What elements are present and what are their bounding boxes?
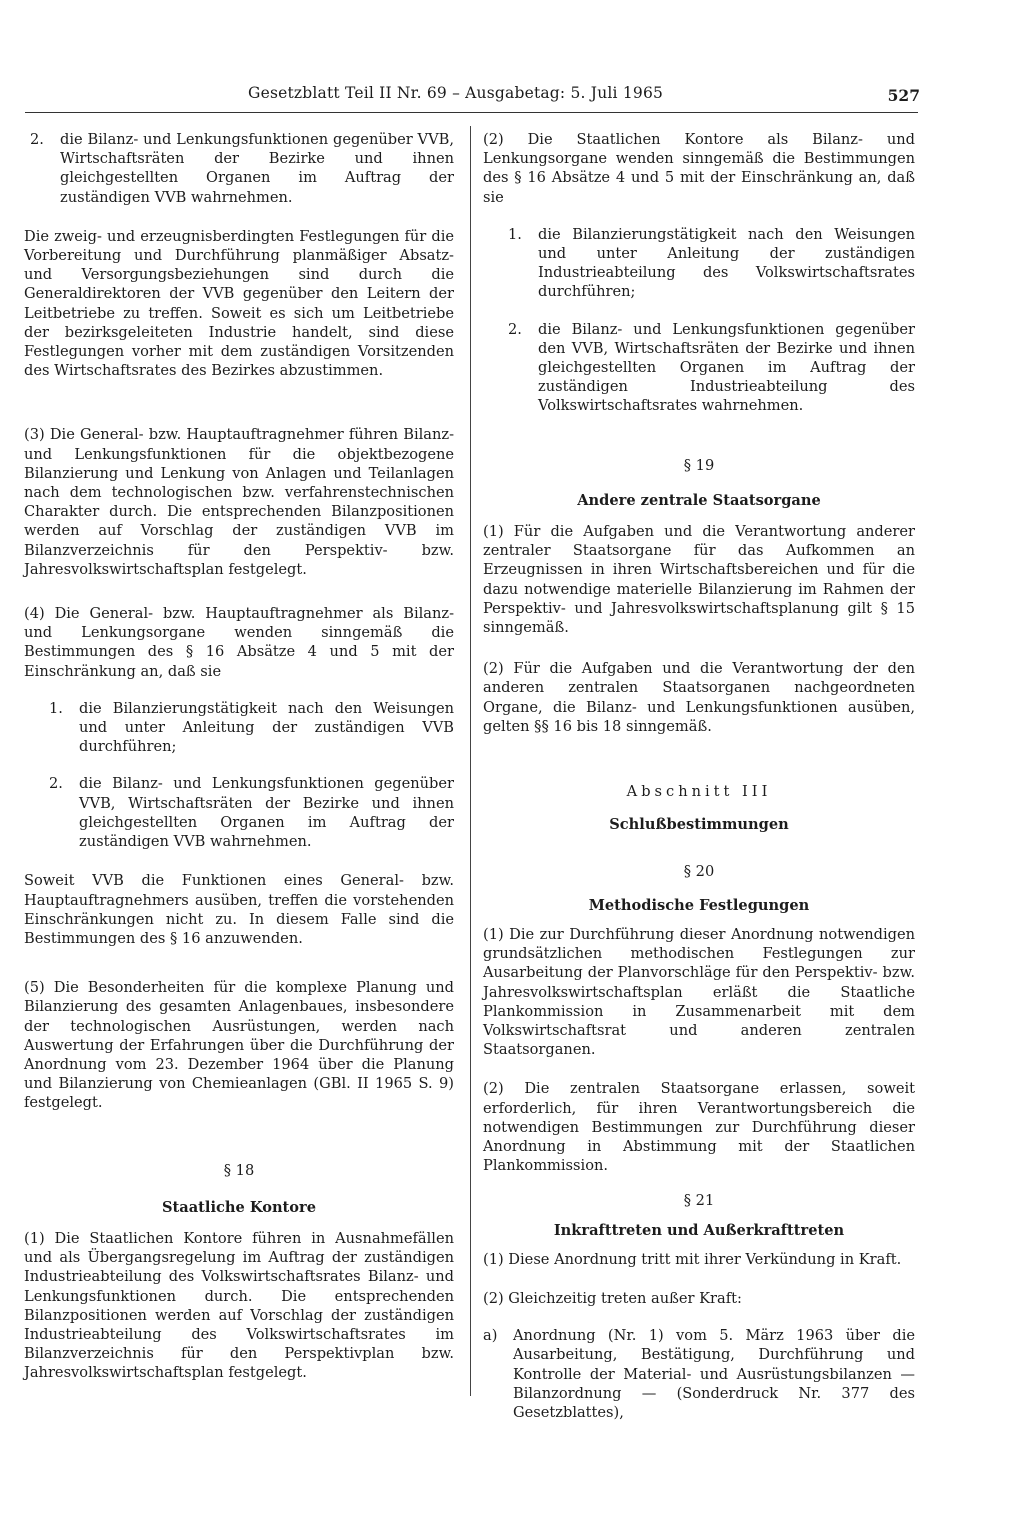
chapter-title: Schlußbestimmungen <box>609 816 789 834</box>
paragraph: (1) Diese Anordnung tritt mit ihrer Verkündung in Kraft. <box>483 1250 902 1268</box>
list-number: 2. <box>49 775 63 793</box>
section-title: Staatliche Kontore <box>161 1198 317 1216</box>
right-column <box>483 130 915 1422</box>
left-column <box>24 130 454 1383</box>
paragraph: (3) Die General- bzw. Hauptauftragnehmer führen Bilanz- und Lenkungsfunktionen für die objektbezogene Bilanzierung und Lenkung von Anlagen und Teilanlagen nach dem technologischen bzw. verfahrenstechnischen Charakter durch. Die entsprechenden Bilanzpositionen werden auf Vorschlag der zuständigen VVB im Bilanzverzeichnis für den Perspektiv- bzw. Jahresvolkswirtschaftsplan festgelegt. <box>24 426 454 578</box>
list-item <box>508 225 915 302</box>
list-item <box>30 130 454 207</box>
list-item <box>49 699 454 757</box>
list-item <box>483 1326 915 1422</box>
paragraph: (5) Die Besonderheiten für die komplexe Planung und Bilanzierung des gesamten Anlagenbaues, insbesondere der technologischen Ausrüstungen, werden nach Auswertung der Erfahrungen über die Durchführung der Anordnung vom 23. Dezember 1964 über die Planung und Bilanzierung von Chemieanlagen (GBl. II 1965 S. 9) festgelegt. <box>24 979 454 1112</box>
section-title: Andere zentrale Staatsorgane <box>577 491 821 509</box>
section-number: § 20 <box>683 863 715 881</box>
section-title: Inkrafttreten und Außerkrafttreten <box>553 1221 845 1239</box>
paragraph: (2) Die zentralen Staatsorgane erlassen, soweit erforderlich, für ihren Verantwortungsbereich die notwendigen Bestimmungen zur Durchführung dieser Anordnung in Abstimmung mit der Staatlichen Plankommission. <box>483 1080 915 1175</box>
paragraph: (2) Gleichzeitig treten außer Kraft: <box>483 1289 742 1307</box>
column-divider <box>470 126 471 1396</box>
list-number: 1. <box>49 699 63 717</box>
list-number: a) <box>483 1327 498 1345</box>
list-number: 2. <box>508 320 522 338</box>
list-text: die Bilanz- und Lenkungsfunktionen gegenüber VVB, Wirtschaftsräten der Bezirke und ihnen gleichgestellten Organen im Auftrag der zuständigen VVB wahrnehmen. <box>79 775 454 851</box>
paragraph: (1) Die zur Durchführung dieser Anordnung notwendigen grundsätzlichen methodischen Festlegungen zur Ausarbeitung der Planvorschläge für den Perspektiv- bzw. Jahresvolkswirtschaftsplan erläßt die Staatliche Plankommission in Zusammenarbeit mit dem Volkswirtschaftsrat und anderen zentralen Staatsorganen. <box>483 925 915 1059</box>
header-title: Gesetzblatt Teil II Nr. 69 – Ausgabetag: 5. Juli 1965 <box>248 84 664 102</box>
section-title: Methodische Festlegungen <box>588 896 810 914</box>
paragraph: Soweit VVB die Funktionen eines General- bzw. Hauptauftragnehmers ausüben, treffen die vorstehenden Einschränkungen nicht zu. In diesem Falle sind die Bestimmungen des § 16 anzuwenden. <box>24 872 454 947</box>
list-text: die Bilanzierungstätigkeit nach den Weisungen und unter Anleitung der zuständigen VVB durchführen; <box>79 699 454 756</box>
paragraph: (1) Für die Aufgaben und die Verantwortung anderer zentraler Staatsorgane für das Aufkommen an Erzeugnissen in ihren Wirtschaftsbereichen und für die dazu notwendige materielle Bilanzierung im Rahmen der Perspektiv- und Jahresvolkswirtschaftsplanung gilt § 15 sinngemäß. <box>483 523 915 637</box>
section-number: § 18 <box>223 1161 255 1179</box>
list-number: 1. <box>508 225 522 243</box>
paragraph: (4) Die General- bzw. Hauptauftragnehmer als Bilanz- und Lenkungsorgane wenden sinngemäß die Bestimmungen des § 16 Absätze 4 und 5 mit der Einschränkung an, daß sie <box>24 605 454 680</box>
list-item <box>508 320 915 416</box>
paragraph: Die zweig- und erzeugnisberdingten Festlegungen für die Vorbereitung und Durchführung planmäßiger Absatz- und Versorgungsbeziehungen sind durch die Generaldirektoren der VVB gegenüber den Leitern der Leitbetriebe zu treffen. Soweit es sich um Leitbetriebe der bezirksgeleiteten Industrie handelt, sind diese Festlegungen vorher mit dem zuständigen Vorsitzenden des Wirtschaftsrates des Bezirkes abzustimmen. <box>24 227 454 380</box>
list-text: die Bilanz- und Lenkungsfunktionen gegenüber den VVB, Wirtschaftsräten der Bezirke und ihnen gleichgestellten Organen im Auftrag der zuständigen Industrieabteilung des Volkswirtschaftsrates wahrnehmen. <box>538 320 915 415</box>
page-header <box>248 84 928 114</box>
page-number: 527 <box>887 86 920 105</box>
section-number: § 19 <box>683 456 715 474</box>
chapter-heading: Abschnitt III <box>626 783 772 801</box>
paragraph: (1) Die Staatlichen Kontore führen in Ausnahmefällen und als Übergangsregelung im Auftrag der zuständigen Industrieabteilung des Volkswirtschaftsrates Bilanz- und Lenkungsfunktionen durch. Die entsprechenden Bilanzpositionen werden auf Vorschlag der zuständigen Industrieabteilung des Volkswirtschaftsrates im Bilanzverzeichnis für den Perspektivplan bzw. Jahresvolkswirtschaftsplan festgelegt. <box>24 1229 454 1382</box>
list-text: Anordnung (Nr. 1) vom 5. März 1963 über die Ausarbeitung, Bestätigung, Durchführung und Kontrolle der Material- und Ausrüstungsbilanzen — Bilanzordnung — (Sonderdruck Nr. 377 des Gesetzblattes), <box>513 1327 915 1421</box>
list-text: die Bilanz- und Lenkungsfunktionen gegenüber VVB, Wirtschaftsräten der Bezirke und ihnen gleichgestellten Organen im Auftrag der zuständigen VVB wahrnehmen. <box>60 131 454 206</box>
list-item <box>49 774 454 851</box>
header-rule <box>25 112 918 113</box>
section-number: § 21 <box>683 1192 715 1210</box>
paragraph: (2) Die Staatlichen Kontore als Bilanz- und Lenkungsorgane wenden sinngemäß die Bestimmungen des § 16 Absätze 4 und 5 mit der Einschränkung an, daß sie <box>483 131 915 206</box>
list-text: die Bilanzierungstätigkeit nach den Weisungen und unter Anleitung der zuständigen Industrieabteilung des Volkswirtschaftsrates durchführen; <box>538 225 915 301</box>
list-number: 2. <box>30 131 44 148</box>
paragraph: (2) Für die Aufgaben und die Verantwortung der den anderen zentralen Staatsorganen nachgeordneten Organe, die Bilanz- und Lenkungsfunktionen ausüben, gelten §§ 16 bis 18 sinngemäß. <box>483 660 915 735</box>
